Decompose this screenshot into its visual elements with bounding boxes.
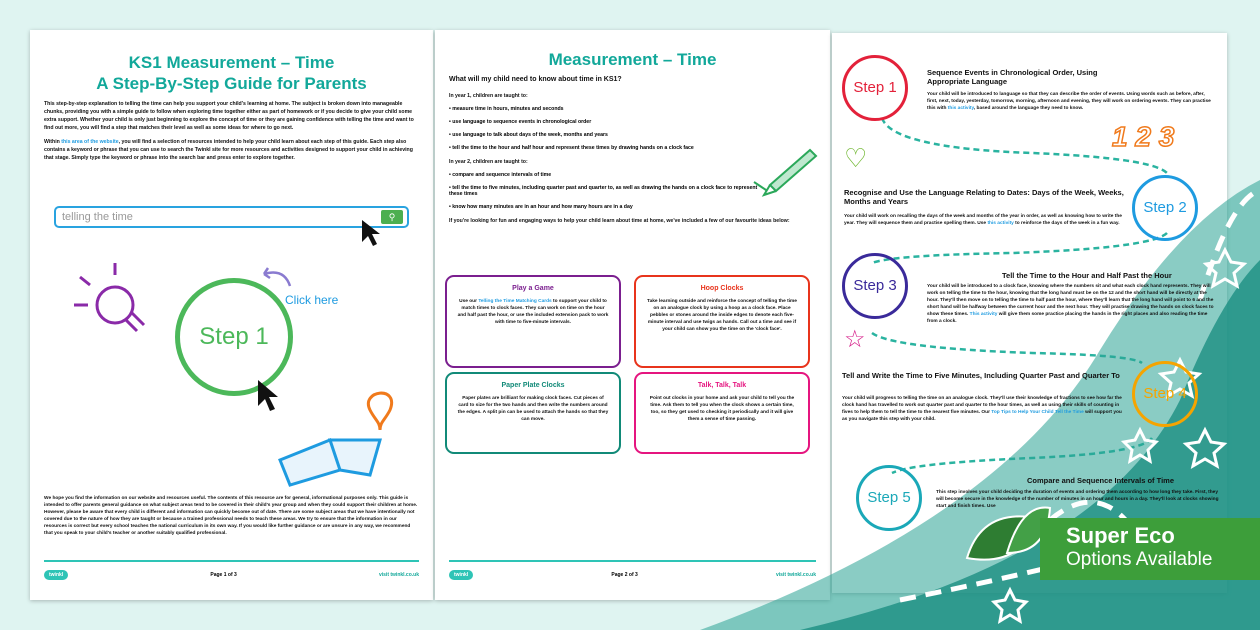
footer-url[interactable]: visit twinkl.co.uk <box>775 572 816 578</box>
step-heading: Compare and Sequence Intervals of Time <box>1027 476 1174 485</box>
list-item: • tell the time to five minutes, including quarter past and quarter to, as well as drawing the hands on a clock face to represent these times <box>449 185 770 197</box>
super-eco-badge <box>1040 518 1260 580</box>
list-item: • compare and sequence intervals of time <box>449 172 770 178</box>
activity-link[interactable]: This activity <box>969 312 998 317</box>
card-text: Use our Telling the Time Matching Cards to support your child to match times to clock faces. They can work on time on the hour and half past the hour, or use the included extension pack to work with time to five-minute intervals. <box>457 299 609 325</box>
click-here-label[interactable]: Click here <box>285 293 339 307</box>
footer-url[interactable]: visit twinkl.co.uk <box>378 572 419 578</box>
step-text: Your child will be introduced to a clock face, knowing where the numbers sit and what each clock hand represents. They will work on telling the time to the hour, knowing that the long hand must be on the 12 and the short hand will be directly at the hour. They'll then move on to telling the time to half past the hour, where they'll learn that the long hand will point to 6 and the short hand will be halfway between the current hour and the next hour. They will practise drawing the hands on clock faces to show these times. This activity will give them some practice placing the hands in the right places and also reading the time from a clock. <box>927 284 1214 324</box>
card-text: Paper plates are brilliant for making clock faces. Cut pieces of card to size for the two hands and then write the numbers around the edges. A split pin can be used to attach the hands so that they can move. <box>457 396 609 422</box>
intro-paragraph: This step-by-step explanation to telling the time can help you support your child's learning at home. The subject is broken down into manageable chunks, providing you with a simple guide to follow when exploring time together either as part of homework or if you decide to give your child some extra support. Whether your child is only just beginning to explore the concept of time or they are gaining confidence with telling the time and want to find out more, you will find a step that matches their level as well as some ideas for where to go next. <box>44 101 414 131</box>
step-text: This step involves your child deciding the duration of events and ordering them according to how long they take. First, they will become secure in the knowledge of the number of minutes in an hour and hours in a day. They'll look at clocks showing start and finish times. Use <box>936 490 1219 509</box>
search-icon[interactable]: ⚲ <box>381 210 403 224</box>
list-item: • use language to sequence events in chronological order <box>449 119 816 125</box>
question-heading: What will my child need to know about time in KS1? <box>449 76 622 83</box>
top-tips-link[interactable]: Top Tips to Help Your Child Tell the Time <box>991 410 1084 415</box>
step-text: Your child will be introduced to language so that they can describe the order of events. Using words such as before, after, first, next, today, yesterday, tomorrow, morning, afternoon and evening, they will work on ordering events. They can practise this with this activity, based around the language they need to know. <box>927 92 1211 111</box>
card-title: Hoop Clocks <box>700 285 744 292</box>
star-icon: ☆ <box>844 326 866 353</box>
badge-title: Super Eco <box>1066 523 1175 548</box>
numbers-decoration: 1 2 3 <box>1112 121 1175 152</box>
step-heading: Recognise and Use the Language Relating to Dates: Days of the Week, Weeks, Months and Years <box>844 188 1124 206</box>
step-2-circle: Step 2 <box>1132 175 1198 241</box>
step-1-circle[interactable]: Step 1 <box>175 278 293 396</box>
step-heading: Sequence Events in Chronological Order, Using Appropriate Language <box>927 68 1098 86</box>
list-item: • know how many minutes are in an hour and how many hours are in a day <box>449 204 770 210</box>
year1-intro: In year 1, children are taught to: <box>449 93 528 99</box>
step-3-circle: Step 3 <box>842 253 908 319</box>
list-item: • tell the time to the hour and half hour and represent these times by drawing hands on a clock face <box>449 145 816 151</box>
ideas-intro: If you're looking for fun and engaging ways to help your child learn about time at home, we've included a few of our favourite ideas below: <box>449 218 790 224</box>
card-title: Talk, Talk, Talk <box>697 382 747 389</box>
page-2-title: Measurement – Time <box>548 50 717 69</box>
activity-link[interactable]: this activity <box>987 221 1014 226</box>
page-number: Page 1 of 3 <box>210 572 237 578</box>
twinkl-logo: twinkl <box>44 570 68 580</box>
matching-cards-link[interactable]: Telling the Time Matching Cards <box>478 299 552 304</box>
step-text: Your child will progress to telling the time on an analogue clock. They'll use their knowledge of fractions to see how far the clock hand has travelled to work out quarter past and quarter to the hour times, as well as using their skills of counting in fives to help them to tell the time to the nearest five minutes. Our Top Tips to Help Your Child Tell the Time will support you as you navigate this step with your child. <box>842 396 1122 422</box>
step-heading: Tell and Write the Time to Five Minutes, Including Quarter Past and Quarter To <box>842 371 1120 380</box>
step-5-circle: Step 5 <box>856 465 922 531</box>
badge-subtitle: Options Available <box>1066 549 1213 570</box>
step-1-circle: Step 1 <box>842 55 908 121</box>
page-1-title: KS1 Measurement – Time A Step-By-Step Guide for Parents <box>96 53 367 93</box>
year2-intro: In year 2, children are taught to: <box>449 159 528 165</box>
heart-icon: ♡ <box>844 143 868 173</box>
resources-paragraph: Within this area of the website, you will find a selection of resources intended to help your child learn about each step of this guide. Each step also contains a keyword or phrase that you can use to search the Twinkl site for more resources and activities designed to support your child in achieving that stage. Simply type the keyword or phrase into the search bar and press enter to explore together. <box>44 139 413 161</box>
card-text: Take learning outside and reinforce the concept of telling the time on an analogue clock by using a hoop as a clock face. Place pebbles or stones around the inside edges to denote each five-minute interval and use twigs as hands. Call out a time and see if your child can show you the time on the 'clock face'. <box>647 299 797 332</box>
step-4-circle: Step 4 <box>1132 361 1198 427</box>
step-text: Your child will work on recalling the days of the week and months of the year in order, as well as knowing how to write the year. They will sequence them and practise spelling them. Use this activity to reinforce the days of the week in a fun way. <box>844 214 1122 226</box>
list-item: • use language to talk about days of the week, months and years <box>449 132 816 138</box>
page-number: Page 2 of 3 <box>611 572 638 578</box>
card-text: Point out clocks in your home and ask your child to tell you the time. Ask them to tell you when the clock shows a certain time, too, so they get used to checking it periodically and it will give them a sense of time passing. <box>649 396 795 422</box>
list-item: • measure time in hours, minutes and seconds <box>449 106 816 112</box>
activity-link[interactable]: this activity <box>947 106 974 111</box>
twinkl-logo: twinkl <box>449 570 473 580</box>
disclaimer-paragraph: We hope you find the information on our website and resources useful. The contents of this resource are for general, informational purposes only. This guide is intended to offer parents general guidance on what subject areas tend to be covered in their child's year group and when they could support their children at home. However, please be aware that every child is different and information can quickly become out of date. There are some subject areas that we have intentionally not covered due to the nature of how they are taught or because a trained professional needs to teach these areas. We try to ensure that the information in our resources is correct but every school teaches the national curriculum in its own way. If you would like further guidance or are unsure in any way, we recommend that you speak to your child's teacher or another suitably qualified professional. <box>44 496 418 536</box>
website-link[interactable]: this area of the website <box>61 139 119 145</box>
card-title: Paper Plate Clocks <box>501 382 565 389</box>
step-heading: Tell the Time to the Hour and Half Past the Hour <box>1002 271 1172 280</box>
search-input[interactable]: telling the time ⚲ <box>54 206 409 228</box>
card-title: Play a Game <box>512 285 554 292</box>
leaf-icon <box>962 498 1052 578</box>
